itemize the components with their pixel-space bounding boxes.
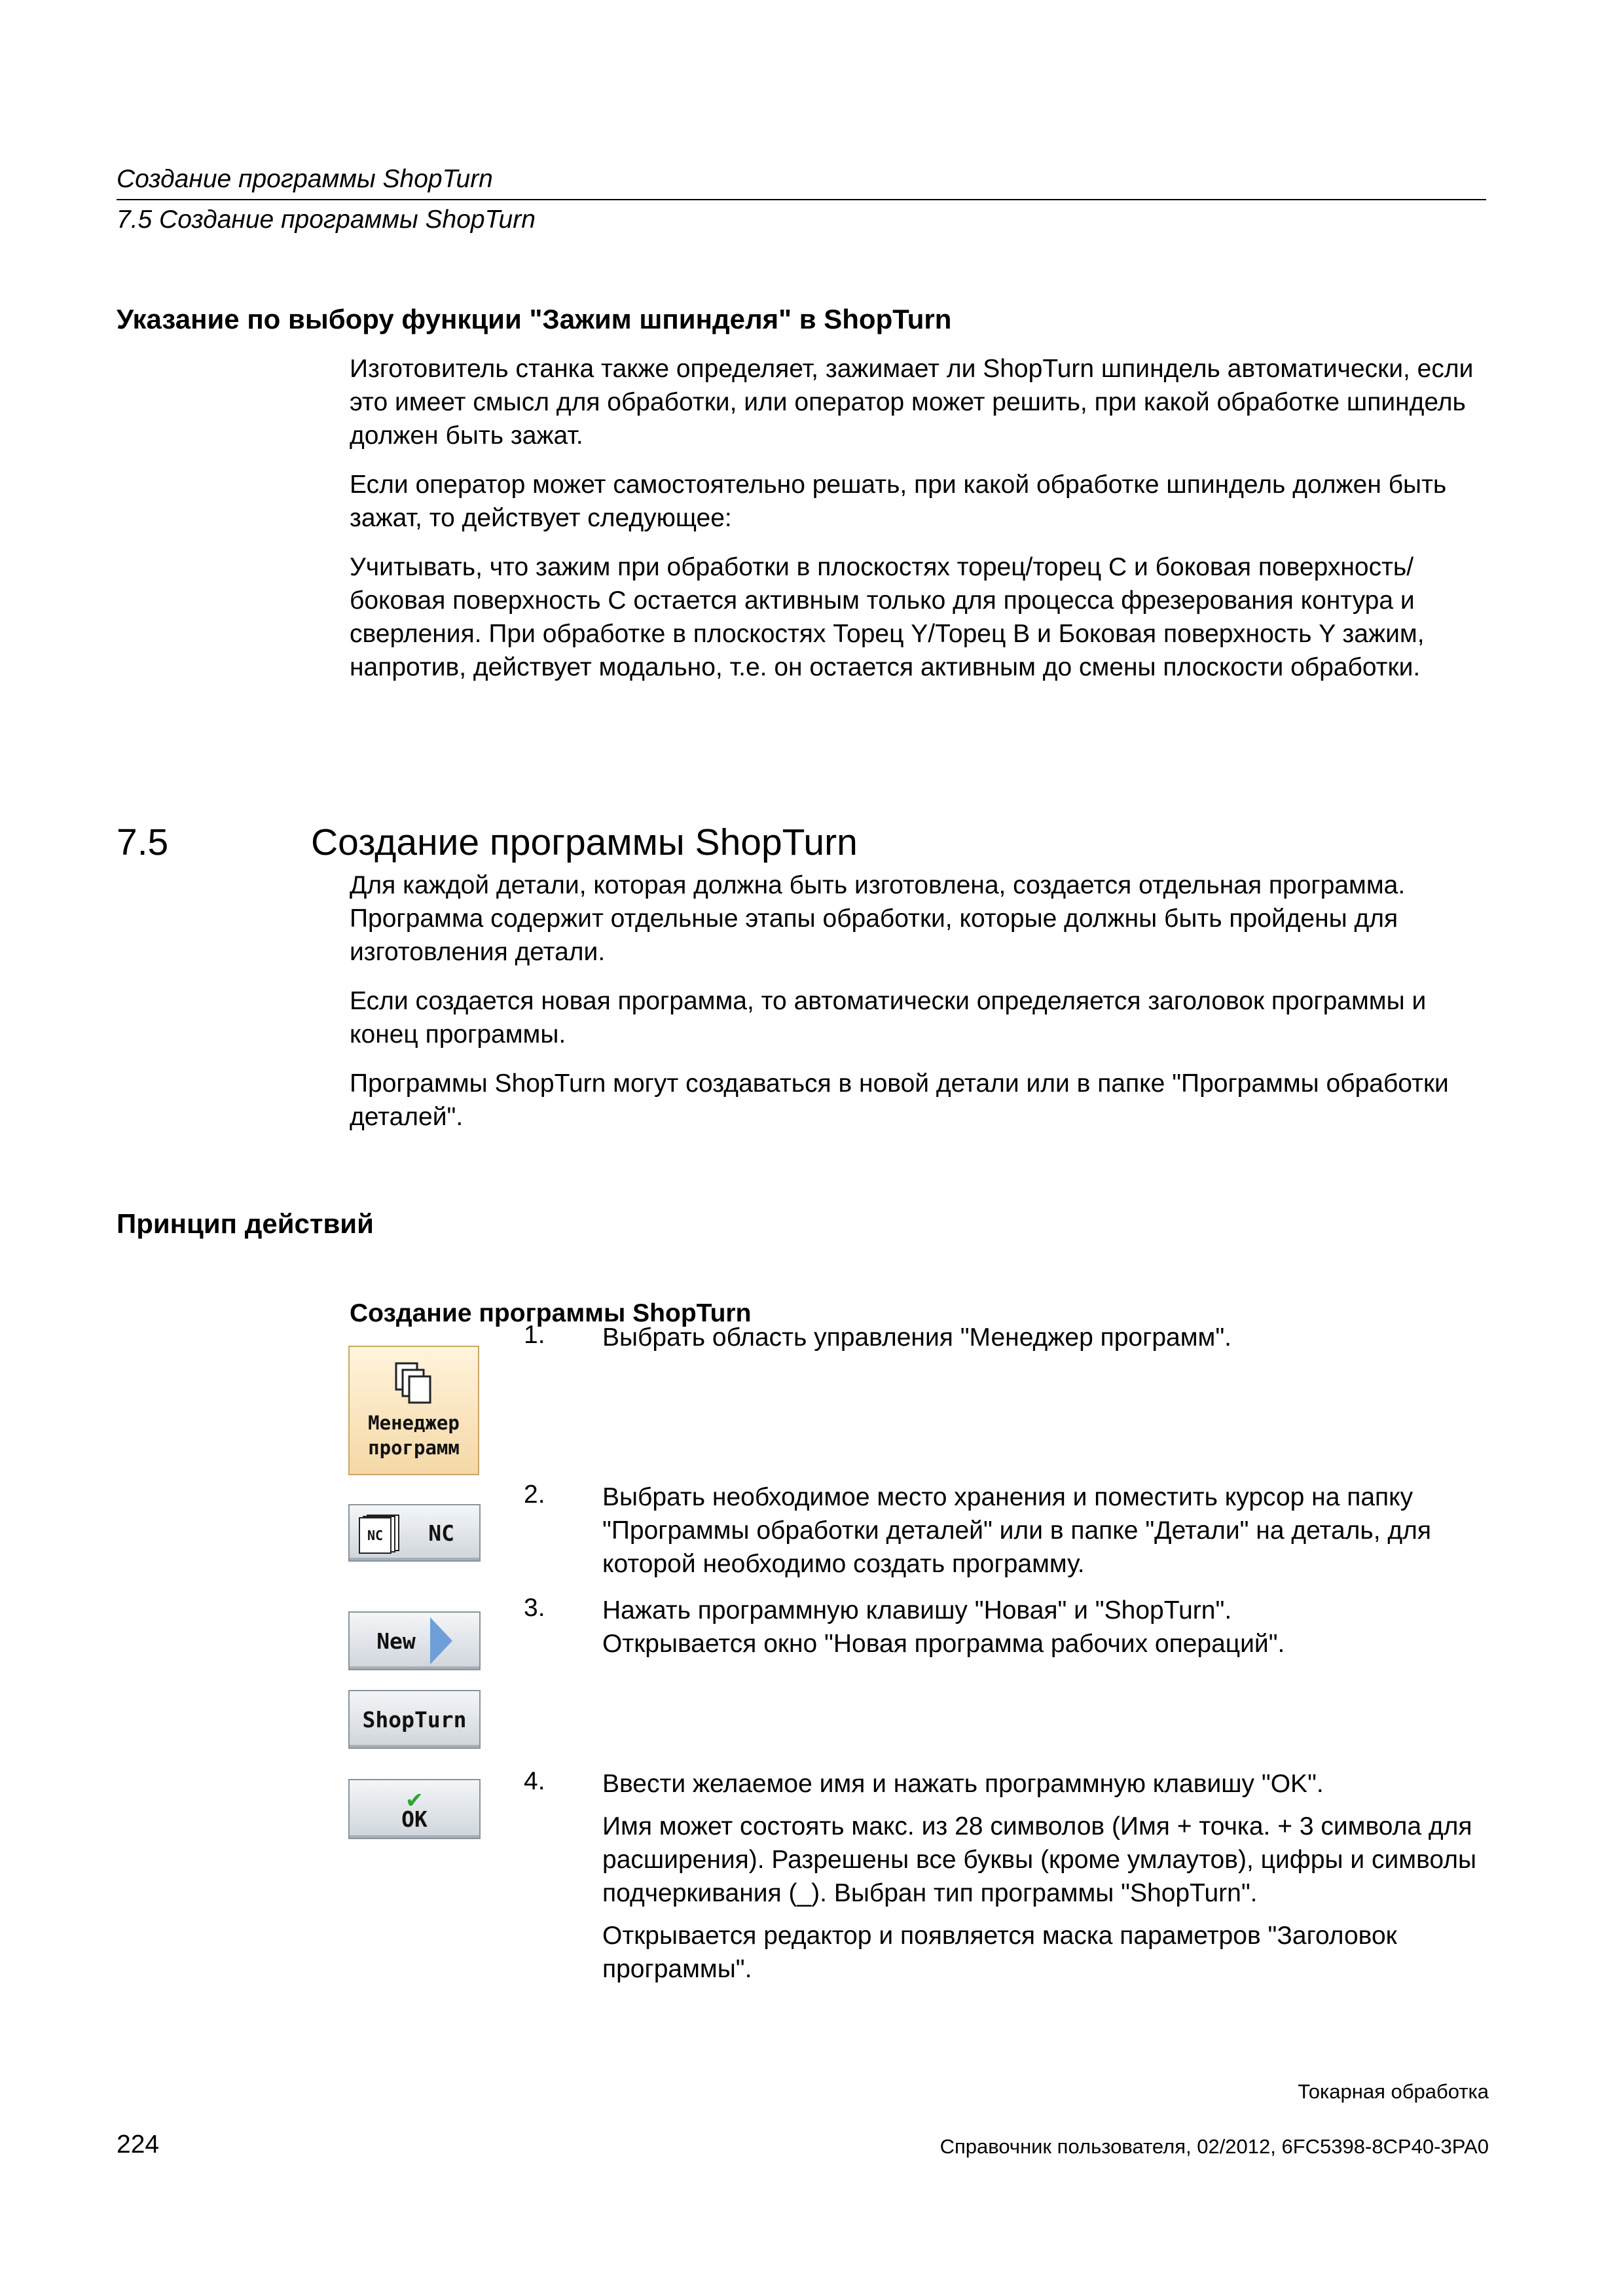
program-manager-icon (393, 1361, 434, 1407)
note-heading: Указание по выбору функции "Зажим шпинделя" в ShopTurn (117, 304, 952, 334)
new-label: New (376, 1628, 416, 1654)
section-number: 7.5 (117, 821, 169, 863)
procedure-heading: Создание программы ShopTurn (350, 1299, 752, 1327)
section-body (350, 869, 1489, 1149)
step-text (602, 1594, 1486, 1670)
new-softkey[interactable] (348, 1611, 481, 1670)
nc-folder-icon (359, 1515, 401, 1551)
step-text (602, 1767, 1486, 1995)
step-text (602, 1480, 1486, 1590)
note-paragraph: Учитывать, что зажим при обработки в плоскостях торец/торец C и боковая поверхность/боковая поверхность C остается активным только для процесса фрезерования контура и сверления. При обработке в плоскостях Торец Y/Торец B и Боковая поверхность Y зажим, напротив, действует модально, т.е. он остается активным до смены плоскости обработки. (350, 553, 1425, 681)
header-rule (117, 199, 1486, 200)
nc-softkey[interactable] (348, 1504, 481, 1562)
arrow-right-icon (430, 1617, 452, 1664)
page-number: 224 (117, 2130, 160, 2159)
program-manager-label-line1: Менеджер (368, 1412, 460, 1434)
running-header-chapter: Создание программы ShopTurn (117, 165, 493, 193)
note-paragraph: Если оператор может самостоятельно решать, при какой обработке шпиндель должен быть зажат, то действует следующее: (350, 471, 1447, 532)
step-number: 4. (524, 1767, 545, 1795)
step-number: 1. (524, 1321, 545, 1349)
step-paragraph: Нажать программную клавишу "Новая" и "ShopTurn". (602, 1596, 1232, 1624)
ok-softkey[interactable] (348, 1779, 481, 1839)
program-manager-label-line2: программ (368, 1437, 460, 1459)
step-number: 2. (524, 1480, 545, 1509)
ok-label: OK (401, 1806, 428, 1832)
running-header-section: 7.5 Создание программы ShopTurn (117, 206, 536, 234)
shopturn-softkey[interactable] (348, 1690, 481, 1749)
note-paragraph: Изготовитель станка также определяет, зажимает ли ShopTurn шпиндель автоматически, если это имеет смысл для обработки, или оператор может решить, при какой обработке шпиндель должен быть зажат. (350, 355, 1474, 450)
principle-heading: Принцип действий (117, 1208, 374, 1239)
section-paragraph: Если создается новая программа, то автоматически определяется заголовок программы и конец программы. (350, 987, 1427, 1049)
section-paragraph: Программы ShopTurn могут создаваться в новой детали или в папке "Программы обработки деталей". (350, 1069, 1449, 1131)
nc-icon-text: NC (359, 1517, 392, 1554)
step-number: 3. (524, 1594, 545, 1622)
note-body (350, 352, 1489, 700)
step-paragraph: Выбрать необходимое место хранения и поместить курсор на папку "Программы обработки деталей" или в папке "Детали" на деталь, для которой необходимо создать программу. (602, 1483, 1432, 1578)
step-paragraph: Открывается редактор и появляется маска параметров "Заголовок программы". (602, 1922, 1397, 1983)
step-paragraph: Открывается окно "Новая программа рабочих операций". (602, 1630, 1285, 1658)
step-paragraph: Имя может состоять макс. из 28 символов (Имя + точка. + 3 символа для расширения). Разрешены все буквы (кроме умлаутов), цифры и символы подчеркивания (_). Выбран тип программы "ShopTurn". (602, 1812, 1477, 1907)
step-paragraph: Выбрать область управления "Менеджер программ". (602, 1323, 1232, 1352)
program-manager-label (368, 1410, 460, 1460)
footer-book-title: Токарная обработка (1298, 2080, 1489, 2103)
nc-label: NC (428, 1520, 454, 1546)
step-paragraph: Ввести желаемое имя и нажать программную клавишу "OK". (602, 1770, 1324, 1798)
section-title: Создание программы ShopTurn (311, 821, 858, 863)
section-paragraph: Для каждой детали, которая должна быть изготовлена, создается отдельная программа. Программа содержит отдельные этапы обработки, которые должны быть пройдены для изготовления детали. (350, 871, 1406, 966)
step-text (602, 1321, 1486, 1363)
footer-reference: Справочник пользователя, 02/2012, 6FC5398-8CP40-3PA0 (939, 2135, 1489, 2158)
checkmark-icon: ✔ (407, 1784, 422, 1813)
shopturn-label: ShopTurn (362, 1706, 467, 1732)
program-manager-softkey[interactable] (348, 1346, 479, 1475)
